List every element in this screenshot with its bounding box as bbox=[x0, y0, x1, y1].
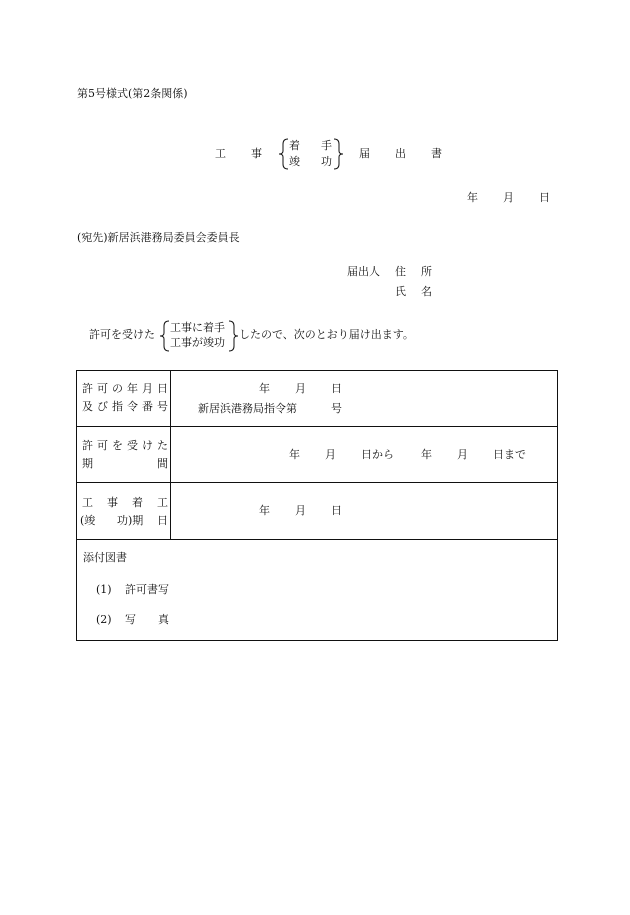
right-brace-icon bbox=[227, 320, 239, 352]
label-cell: 許 可 を 受 け た 期 間 bbox=[77, 427, 171, 483]
title-option-char: 功 bbox=[321, 155, 332, 168]
permit-year: 年 bbox=[259, 382, 270, 395]
attachment-item: 許可書写 bbox=[125, 583, 169, 596]
name-label-char: 氏 bbox=[395, 285, 406, 298]
period-to-year: 年 bbox=[421, 448, 432, 461]
title-char: 届 bbox=[359, 147, 370, 160]
attachments-cell bbox=[77, 540, 558, 641]
start-year: 年 bbox=[259, 504, 270, 517]
title-char: 事 bbox=[251, 147, 262, 160]
table-row-permit-date bbox=[77, 371, 558, 427]
attachments-title: 添付図書 bbox=[83, 551, 127, 564]
title-option-char: 竣 bbox=[289, 155, 300, 168]
label-cell: 許 可 の 年 月 日 及 び 指 令 番 号 bbox=[77, 371, 171, 427]
order-number-suffix: 号 bbox=[331, 402, 342, 415]
value-cell bbox=[171, 371, 558, 427]
table-row-permit-period bbox=[77, 427, 558, 483]
date-month: 月 bbox=[503, 191, 514, 204]
permit-month: 月 bbox=[295, 382, 306, 395]
title-option-char: 手 bbox=[321, 139, 332, 152]
start-day: 日 bbox=[331, 504, 342, 517]
statement-prefix: 許可を受けた bbox=[89, 328, 155, 341]
table-row-start-date bbox=[77, 483, 558, 540]
table-row-attachments bbox=[77, 540, 558, 641]
title-char: 出 bbox=[395, 147, 406, 160]
attachment-item: 写 真 bbox=[125, 613, 169, 626]
period-from-year: 年 bbox=[289, 448, 300, 461]
title-char: 工 bbox=[215, 147, 226, 160]
period-to-month: 月 bbox=[457, 448, 468, 461]
period-from-month: 月 bbox=[325, 448, 336, 461]
permit-day: 日 bbox=[331, 382, 342, 395]
name-label-char: 名 bbox=[421, 285, 432, 298]
address-label-char: 住 bbox=[395, 265, 406, 278]
date-day: 日 bbox=[539, 191, 550, 204]
form-table bbox=[76, 370, 558, 641]
start-month: 月 bbox=[295, 504, 306, 517]
attachment-number: (1) bbox=[96, 583, 112, 596]
value-cell bbox=[171, 427, 558, 483]
title-char: 書 bbox=[431, 147, 442, 160]
value-cell bbox=[171, 483, 558, 540]
order-number-prefix: 新居浜港務局指令第 bbox=[198, 402, 297, 415]
period-from-day: 日から bbox=[361, 448, 394, 461]
right-brace-icon bbox=[332, 138, 344, 170]
addressee: (宛先)新居浜港務局委員会委員長 bbox=[77, 231, 240, 244]
applicant-label: 届出人 bbox=[347, 265, 380, 278]
period-to-day: 日まで bbox=[493, 448, 526, 461]
address-label-char: 所 bbox=[421, 265, 432, 278]
statement-option: 工事が竣功 bbox=[170, 336, 225, 349]
form-number: 第5号様式(第2条関係) bbox=[77, 87, 188, 100]
date-year: 年 bbox=[467, 191, 478, 204]
title-option-char: 着 bbox=[289, 139, 300, 152]
statement-suffix: したので、次のとおり届け出ます。 bbox=[239, 328, 414, 341]
attachment-number: (2) bbox=[96, 613, 112, 626]
statement-option: 工事に着手 bbox=[170, 321, 225, 334]
label-cell: 工 事 着 工 (竣 功)期 日 bbox=[77, 483, 171, 540]
